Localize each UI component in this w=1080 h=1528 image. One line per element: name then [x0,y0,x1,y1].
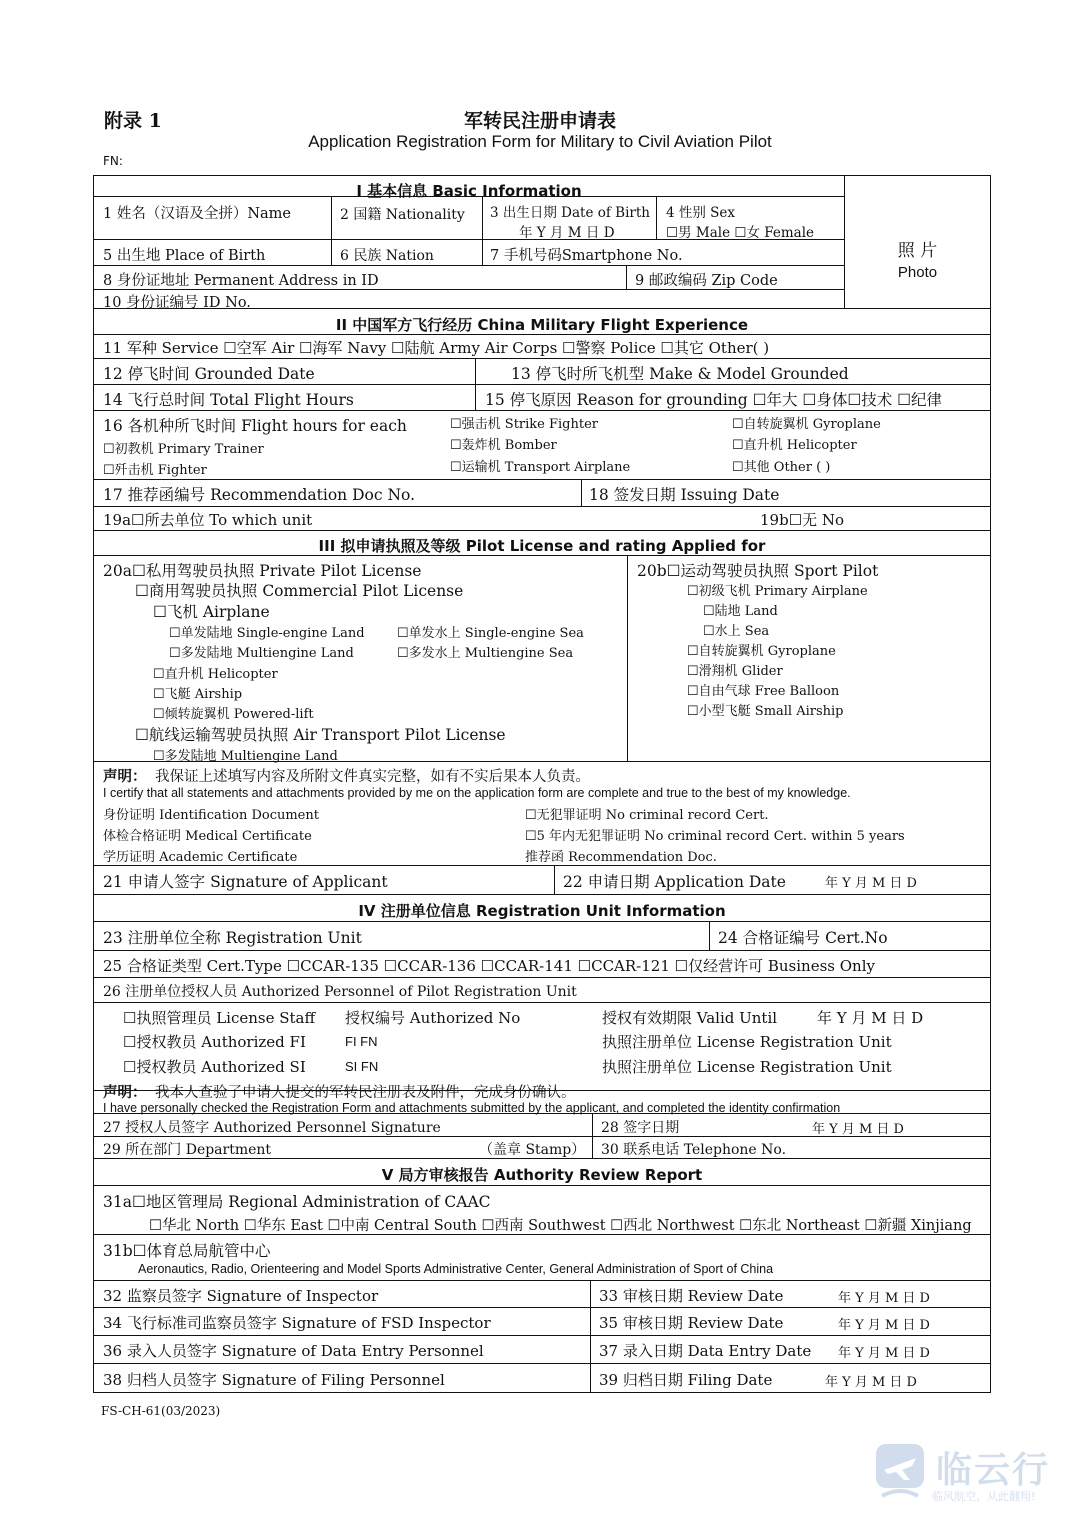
region-checkboxes[interactable]: ☐华北 North ☐华东 East ☐中南 Central South ☐西南 Southwest ☐西北 Northwest ☐东北 Northeast ☐新疆 Xinjiang [149,1218,972,1234]
row-regional-admin [93,1186,991,1235]
doc-academic: 学历证明 Academic Certificate [103,850,298,865]
watermark-subtext: 临风航空，从此翻翔! [932,1490,1036,1503]
check-license-staff[interactable]: ☐执照管理员 License Staff [123,1009,316,1027]
check-private-pilot[interactable]: 20a☐私用驾驶员执照 Private Pilot License [103,562,422,580]
application-form [93,175,991,1393]
field-review-date-2[interactable]: 35 审核日期 Review Date [599,1314,784,1332]
check-regional-admin[interactable]: 31a☐地区管理局 Regional Administration of CAAC [103,1193,491,1211]
field-filing-signature[interactable]: 38 归档人员签字 Signature of Filing Personnel [103,1371,445,1389]
field-recommendation-no[interactable]: 17 推荐函编号 Recommendation Doc No. [103,486,415,504]
check-airship[interactable]: ☐飞艇 Airship [153,687,243,702]
check-strike-fighter[interactable]: ☐强击机 Strike Fighter [450,417,598,432]
dob-ymd: 年 Y 月 M 日 D [519,225,615,241]
row-recommendation [93,480,991,507]
check-single-engine-sea[interactable]: ☐单发水上 Single-engine Sea [397,626,584,641]
signature-date-ymd: 年 Y 月 M 日 D [812,1122,904,1137]
field-permanent-address[interactable]: 8 身份证地址 Permanent Address in ID [103,273,379,289]
data-entry-date-ymd: 年 Y 月 M 日 D [838,1346,930,1361]
form-code: FS-CH-61(03/2023) [101,1404,221,1418]
field-applicant-signature[interactable]: 21 申请人签字 Signature of Applicant [103,873,388,891]
row-flight-hours [93,385,991,411]
watermark-logo [872,1440,1057,1510]
field-application-date[interactable]: 22 申请日期 Application Date [563,873,786,891]
check-glider[interactable]: ☐滑翔机 Glider [687,664,783,679]
section-title-authority-row [93,1159,991,1186]
section-title-basic: I 基本信息 Basic Information [356,182,582,200]
check-sports-admin[interactable]: 31b☐体育总局航管中心 [103,1242,271,1260]
field-total-flight-hours[interactable]: 14 飞行总时间 Total Flight Hours [103,391,354,409]
check-small-airship[interactable]: ☐小型飞艇 Small Airship [687,704,844,719]
form-title-en: Application Registration Form for Military to Civil Aviation Pilot [308,132,772,151]
row-service [93,335,991,359]
row-grounded [93,359,991,385]
check-commercial-pilot[interactable]: ☐商用驾驶员执照 Commercial Pilot License [135,582,464,600]
field-no-unit[interactable]: 19b☐无 No [760,511,845,529]
field-place-of-birth[interactable]: 5 出生地 Place of Birth [103,248,266,264]
check-bomber[interactable]: ☐轰炸机 Bomber [450,438,557,453]
row-license-options [93,556,991,762]
field-sex: 4 性别 Sex [666,205,736,221]
section-title-military-row [93,309,991,335]
label-valid-until: 授权有效期限 Valid Until [602,1009,778,1027]
check-multiengine-sea[interactable]: ☐多发水上 Multiengine Sea [397,646,574,661]
label-fi-fn: FI FN [345,1034,378,1049]
field-cert-no[interactable]: 24 合格证编号 Cert.No [718,929,888,947]
row-applicant-declaration [93,762,991,866]
field-telephone[interactable]: 30 联系电话 Telephone No. [601,1142,787,1158]
check-air-transport-pilot[interactable]: ☐航线运输驾驶员执照 Air Transport Pilot License [135,726,506,744]
label-license-registration-unit-fi: 执照注册单位 License Registration Unit [602,1033,892,1051]
check-gyroplane[interactable]: ☐自转旋翼机 Gyroplane [732,417,881,432]
row-registration-unit [93,922,991,951]
unit-declaration-text-cn: 我本人查验了申请人提交的军转民注册表及附件，完成身份确认。 [155,1085,576,1101]
row-department [93,1137,991,1159]
field-data-entry-signature[interactable]: 36 录入人员签字 Signature of Data Entry Personnel [103,1342,484,1360]
plane-logo-icon [872,1440,928,1504]
review-date-1-ymd: 年 Y 月 M 日 D [838,1291,930,1306]
appendix-label: 附录 1 [104,110,162,132]
field-filing-date[interactable]: 39 归档日期 Filing Date [599,1371,773,1389]
department-stamp: （盖章 Stamp） [479,1142,586,1158]
row-sports-admin [93,1235,991,1281]
field-nation[interactable]: 6 民族 Nation [340,248,434,264]
check-sea[interactable]: ☐水上 Sea [703,624,770,639]
check-transport[interactable]: ☐运输机 Transport Airplane [450,460,631,475]
photo-label-en: Photo [897,264,938,281]
check-powered-lift[interactable]: ☐倾转旋翼机 Powered-lift [153,707,314,722]
field-name[interactable]: 1 姓名（汉语及全拼）Name [103,206,291,222]
declaration-label: 声明： [103,768,147,785]
field-reason-grounding[interactable]: 15 停飞原因 Reason for grounding ☐年大 ☐身体☐技术 ☐纪律 [485,391,943,409]
doc-identification: 身份证明 Identification Document [103,808,319,823]
check-fighter[interactable]: ☐歼击机 Fighter [103,463,207,478]
check-authorized-fi[interactable]: ☐授权教员 Authorized FI [123,1033,306,1051]
row-authorized-signature [93,1113,991,1137]
row-filing [93,1364,991,1393]
field-data-entry-date[interactable]: 37 录入日期 Data Entry Date [599,1342,812,1360]
field-nationality[interactable]: 2 国籍 Nationality [340,207,465,223]
sex-checkboxes[interactable]: ☐男 Male ☐女 Female [666,225,815,241]
row-data-entry [93,1336,991,1364]
field-to-which-unit[interactable]: 19a☐所去单位 To which unit [103,511,313,529]
declaration-text-en: I certify that all statements and attachments provided by me on the application form are complete and true to the best of my knowledge. [103,786,851,800]
section-title-registration-row [93,895,991,922]
section-basic-info [93,175,991,309]
field-service[interactable]: 11 军种 Service ☐空军 Air ☐海军 Navy ☐陆航 Army Air Corps ☐警察 Police ☐其它 Other( ) [103,339,770,357]
check-sport-pilot[interactable]: 20b☐运动驾驶员执照 Sport Pilot [637,562,879,580]
check-sport-gyroplane[interactable]: ☐自转旋翼机 Gyroplane [687,644,836,659]
doc-medical: 体检合格证明 Medical Certificate [103,829,312,844]
declaration-text-cn: 我保证上述填写内容及所附文件真实完整，如有不实后果本人负责。 [155,769,590,785]
row-inspector [93,1281,991,1308]
check-atpl-multiengine-land[interactable]: ☐多发陆地 Multiengine Land [153,749,338,764]
field-grounded-date[interactable]: 12 停飞时间 Grounded Date [103,365,315,383]
check-helicopter[interactable]: ☐直升机 Helicopter [732,438,857,453]
section-title-military: II 中国军方飞行经历 China Military Flight Experience [335,316,749,334]
fn-label: FN: [103,154,123,168]
photo-box[interactable] [844,176,990,308]
field-registration-unit[interactable]: 23 注册单位全称 Registration Unit [103,929,362,947]
check-single-engine-land[interactable]: ☐单发陆地 Single-engine Land [169,626,365,641]
review-date-2-ymd: 年 Y 月 M 日 D [838,1318,930,1333]
field-id-number[interactable]: 10 身份证编号 ID No. [103,295,251,311]
filing-date-ymd: 年 Y 月 M 日 D [825,1375,917,1390]
doc-recommendation: 推荐函 Recommendation Doc. [525,850,717,865]
basic-info-fields [94,176,844,311]
check-helicopter-license[interactable]: ☐直升机 Helicopter [153,667,278,682]
unit-declaration-label: 声明： [103,1084,147,1101]
row-aircraft-hours [93,411,991,480]
check-no-criminal-record[interactable]: ☐无犯罪证明 No criminal record Cert. [525,808,769,823]
section-title-license-row [93,531,991,556]
label-si-fn: SI FN [345,1059,379,1074]
label-license-registration-unit-si: 执照注册单位 License Registration Unit [602,1058,892,1076]
field-hours-each: 16 各机种所飞时间 Flight hours for each [103,417,407,435]
section-title-license: III 拟申请执照及等级 Pilot License and rating Applied for [318,537,766,555]
check-airplane[interactable]: ☐飞机 Airplane [153,603,270,621]
row-unit-declaration [93,1069,991,1113]
check-multiengine-land[interactable]: ☐多发陆地 Multiengine Land [169,646,354,661]
field-zip-code[interactable]: 9 邮政编码 Zip Code [635,273,778,289]
form-title-cn: 军转民注册申请表 [463,110,616,132]
field-review-date-1[interactable]: 33 审核日期 Review Date [599,1287,784,1305]
field-cert-type[interactable]: 25 合格证类型 Cert.Type ☐CCAR-135 ☐CCAR-136 ☐CCAR-141 ☐CCAR-121 ☐仅经营许可 Business Only [103,957,875,975]
field-fsd-inspector-signature[interactable]: 34 飞行标准司监察员签字 Signature of FSD Inspector [103,1314,491,1332]
check-primary-trainer[interactable]: ☐初教机 Primary Trainer [103,442,264,457]
row-applicant-signature [93,866,991,895]
watermark-text: 临云行 [936,1450,1051,1491]
field-department[interactable]: 29 所在部门 Department [103,1142,272,1158]
sports-admin-en: Aeronautics, Radio, Orienteering and Model Sports Administrative Center, General Administration of Sport of China [138,1262,774,1276]
photo-label-cn: 照 片 [897,241,938,261]
check-land[interactable]: ☐陆地 Land [703,604,778,619]
unit-declaration-text-en: I have personally checked the Registration Form and attachments submitted by the applicant, and completed the identity confirmation [103,1101,841,1115]
check-free-balloon[interactable]: ☐自由气球 Free Balloon [687,684,840,699]
valid-until-ymd: 年 Y 月 M 日 D [817,1009,924,1027]
field-inspector-signature[interactable]: 32 监察员签字 Signature of Inspector [103,1287,379,1305]
check-other-aircraft[interactable]: ☐其他 Other ( ) [732,460,831,475]
field-issuing-date[interactable]: 18 签发日期 Issuing Date [589,486,780,504]
row-unit [93,507,991,531]
check-authorized-si[interactable]: ☐授权教员 Authorized SI [123,1058,306,1076]
field-signature-date[interactable]: 28 签字日期 [601,1120,680,1136]
check-no-criminal-record-5y[interactable]: ☐5 年内无犯罪证明 No criminal record Cert. within 5 years [525,829,905,844]
field-date-of-birth[interactable]: 3 出生日期 Date of Birth [490,205,650,221]
application-date-ymd: 年 Y 月 M 日 D [825,876,917,891]
section-title-authority: V 局方审核报告 Authority Review Report [381,1166,703,1184]
field-authorized-personnel: 26 注册单位授权人员 Authorized Personnel of Pilot Registration Unit [103,984,577,1000]
check-primary-airplane[interactable]: ☐初级飞机 Primary Airplane [687,584,868,599]
section-title-registration: IV 注册单位信息 Registration Unit Information [358,902,726,920]
field-smartphone[interactable]: 7 手机号码Smartphone No. [490,248,683,264]
field-model-grounded[interactable]: 13 停飞时所飞机型 Make & Model Grounded [511,365,849,383]
label-authorized-no: 授权编号 Authorized No [345,1009,521,1027]
row-fsd-inspector [93,1308,991,1336]
row-cert-type [93,951,991,978]
field-authorized-signature[interactable]: 27 授权人员签字 Authorized Personnel Signature [103,1120,441,1136]
